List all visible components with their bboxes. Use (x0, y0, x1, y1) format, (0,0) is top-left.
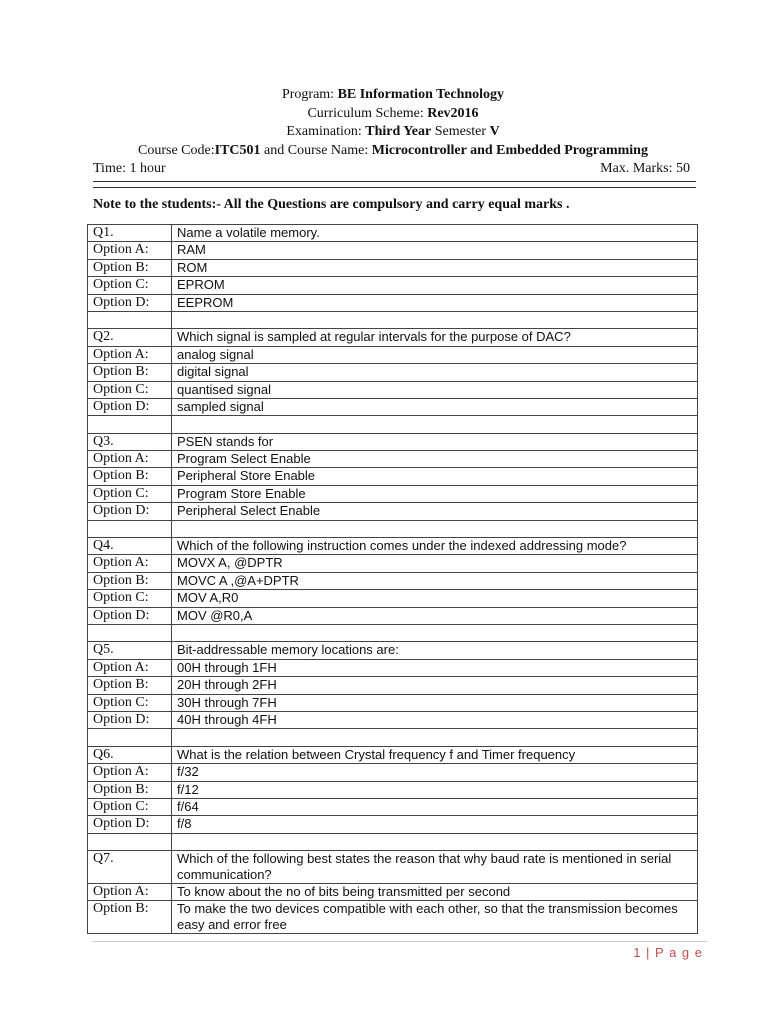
option-a-row (88, 555, 698, 572)
exam-semester: V (489, 124, 500, 139)
examination-line (88, 123, 698, 142)
question-row-text: Which of the following best states the reason that why baud rate is mentioned in serial communication? (172, 851, 698, 884)
spacer-row (88, 833, 698, 850)
option-b-row-text: To make the two devices compatible with each other, so that the transmission becomes easy and error free (172, 901, 698, 934)
exam-semester-label: Semester (431, 124, 490, 139)
question-row-label: Q1. (88, 225, 172, 242)
course-name: Microcontroller and Embedded Programming (371, 142, 648, 158)
spacer-row (88, 416, 698, 433)
option-b-row-label: Option B: (88, 781, 172, 798)
option-b-row-label: Option B: (88, 677, 172, 694)
option-b-row-text: f/12 (172, 781, 698, 798)
option-c-row-label: Option C: (88, 694, 172, 711)
option-a-row-label: Option A: (88, 346, 172, 363)
option-b-row-label: Option B: (88, 259, 172, 276)
option-d-row (88, 503, 698, 520)
option-a-row (88, 659, 698, 676)
program-value: BE Information Technology (337, 87, 505, 102)
option-b-row-text: ROM (172, 259, 698, 276)
spacer-cell (172, 833, 698, 850)
exam-year: Third Year (365, 124, 432, 139)
option-d-row-text: f/8 (172, 816, 698, 833)
option-a-row (88, 346, 698, 363)
option-d-row (88, 294, 698, 311)
option-a-row-text: RAM (172, 242, 698, 259)
option-c-row-text: f/64 (172, 798, 698, 815)
option-d-row-label: Option D: (88, 503, 172, 520)
question-row-text: Which signal is sampled at regular intervals for the purpose of DAC? (172, 329, 698, 346)
spacer-cell (172, 311, 698, 328)
spacer-cell (88, 833, 172, 850)
option-a-row-label: Option A: (88, 555, 172, 572)
option-d-row-text: sampled signal (172, 398, 698, 415)
option-a-row-label: Option A: (88, 242, 172, 259)
option-b-row-text: 20H through 2FH (172, 677, 698, 694)
spacer-row (88, 520, 698, 537)
option-c-row-text: quantised signal (172, 381, 698, 398)
question-row-label: Q4. (88, 538, 172, 555)
question-row-label: Q5. (88, 642, 172, 659)
option-a-row-label: Option A: (88, 884, 172, 901)
course-name-label: and Course Name: (260, 142, 372, 158)
question-row-label: Q7. (88, 851, 172, 884)
option-c-row-label: Option C: (88, 277, 172, 294)
course-line (88, 142, 698, 161)
questions-body (88, 225, 698, 934)
question-row (88, 746, 698, 763)
option-b-row-text: MOVC A ,@A+DPTR (172, 572, 698, 589)
exam-time: Time: 1 hour (93, 161, 166, 176)
option-d-row-label: Option D: (88, 816, 172, 833)
question-row (88, 433, 698, 450)
option-d-row-text: 40H through 4FH (172, 711, 698, 728)
questions-table (87, 224, 698, 934)
option-d-row-label: Option D: (88, 607, 172, 624)
option-a-row-label: Option A: (88, 451, 172, 468)
question-row-label: Q3. (88, 433, 172, 450)
spacer-cell (172, 624, 698, 641)
option-c-row-label: Option C: (88, 798, 172, 815)
option-a-row-label: Option A: (88, 764, 172, 781)
option-c-row-label: Option C: (88, 485, 172, 502)
page-number: 1 | P a g e (633, 945, 703, 960)
spacer-row (88, 311, 698, 328)
option-c-row (88, 485, 698, 502)
option-b-row-label: Option B: (88, 901, 172, 934)
option-c-row-label: Option C: (88, 381, 172, 398)
option-c-row (88, 694, 698, 711)
option-a-row (88, 884, 698, 901)
option-b-row-text: digital signal (172, 364, 698, 381)
scheme-label: Curriculum Scheme: (307, 105, 428, 121)
option-b-row (88, 259, 698, 276)
option-c-row (88, 277, 698, 294)
question-row (88, 329, 698, 346)
option-b-row (88, 781, 698, 798)
question-row (88, 225, 698, 242)
option-a-row (88, 764, 698, 781)
max-marks: Max. Marks: 50 (600, 161, 690, 176)
option-b-row (88, 901, 698, 934)
option-b-row (88, 364, 698, 381)
spacer-cell (88, 520, 172, 537)
option-b-row (88, 572, 698, 589)
spacer-cell (172, 416, 698, 433)
program-line (88, 86, 698, 105)
option-b-row-label: Option B: (88, 468, 172, 485)
option-a-row-text: To know about the no of bits being transmitted per second (172, 884, 698, 901)
students-note: Note to the students:- All the Questions are compulsory and carry equal marks . (93, 197, 570, 212)
option-d-row (88, 816, 698, 833)
course-code: ITC501 (214, 142, 261, 158)
spacer-cell (172, 729, 698, 746)
option-a-row (88, 242, 698, 259)
spacer-row (88, 729, 698, 746)
spacer-cell (88, 311, 172, 328)
option-d-row-text: MOV @R0,A (172, 607, 698, 624)
option-d-row (88, 711, 698, 728)
option-d-row-text: EEPROM (172, 294, 698, 311)
option-b-row (88, 468, 698, 485)
option-b-row (88, 677, 698, 694)
spacer-cell (88, 624, 172, 641)
time-marks-line (88, 160, 698, 178)
question-row (88, 642, 698, 659)
option-a-row-text: analog signal (172, 346, 698, 363)
question-row (88, 851, 698, 884)
option-c-row-text: Program Store Enable (172, 485, 698, 502)
scheme-line (88, 105, 698, 124)
course-code-label: Course Code: (138, 142, 215, 158)
option-d-row (88, 398, 698, 415)
option-c-row-text: EPROM (172, 277, 698, 294)
scheme-value: Rev2016 (427, 105, 479, 121)
spacer-cell (88, 416, 172, 433)
spacer-cell (172, 520, 698, 537)
question-row-text: Bit-addressable memory locations are: (172, 642, 698, 659)
option-c-row (88, 798, 698, 815)
question-row-text: Name a volatile memory. (172, 225, 698, 242)
option-c-row (88, 381, 698, 398)
option-a-row (88, 451, 698, 468)
spacer-row (88, 624, 698, 641)
option-b-row-text: Peripheral Store Enable (172, 468, 698, 485)
spacer-cell (88, 729, 172, 746)
program-label: Program: (281, 87, 338, 102)
option-a-row-text: MOVX A, @DPTR (172, 555, 698, 572)
option-b-row-label: Option B: (88, 572, 172, 589)
option-c-row-text: 30H through 7FH (172, 694, 698, 711)
exam-header (88, 86, 698, 178)
option-d-row-label: Option D: (88, 294, 172, 311)
option-d-row (88, 607, 698, 624)
option-a-row-text: f/32 (172, 764, 698, 781)
option-c-row (88, 590, 698, 607)
question-row (88, 538, 698, 555)
option-a-row-text: 00H through 1FH (172, 659, 698, 676)
question-row-label: Q6. (88, 746, 172, 763)
footer-divider (92, 941, 707, 942)
option-a-row-label: Option A: (88, 659, 172, 676)
option-a-row-text: Program Select Enable (172, 451, 698, 468)
separator-line (93, 181, 696, 188)
question-row-label: Q2. (88, 329, 172, 346)
exam-label: Examination: (286, 124, 366, 139)
option-d-row-text: Peripheral Select Enable (172, 503, 698, 520)
option-c-row-label: Option C: (88, 590, 172, 607)
question-row-text: What is the relation between Crystal frequency f and Timer frequency (172, 746, 698, 763)
option-c-row-text: MOV A,R0 (172, 590, 698, 607)
question-row-text: Which of the following instruction comes under the indexed addressing mode? (172, 538, 698, 555)
option-b-row-label: Option B: (88, 364, 172, 381)
option-d-row-label: Option D: (88, 711, 172, 728)
option-d-row-label: Option D: (88, 398, 172, 415)
question-row-text: PSEN stands for (172, 433, 698, 450)
